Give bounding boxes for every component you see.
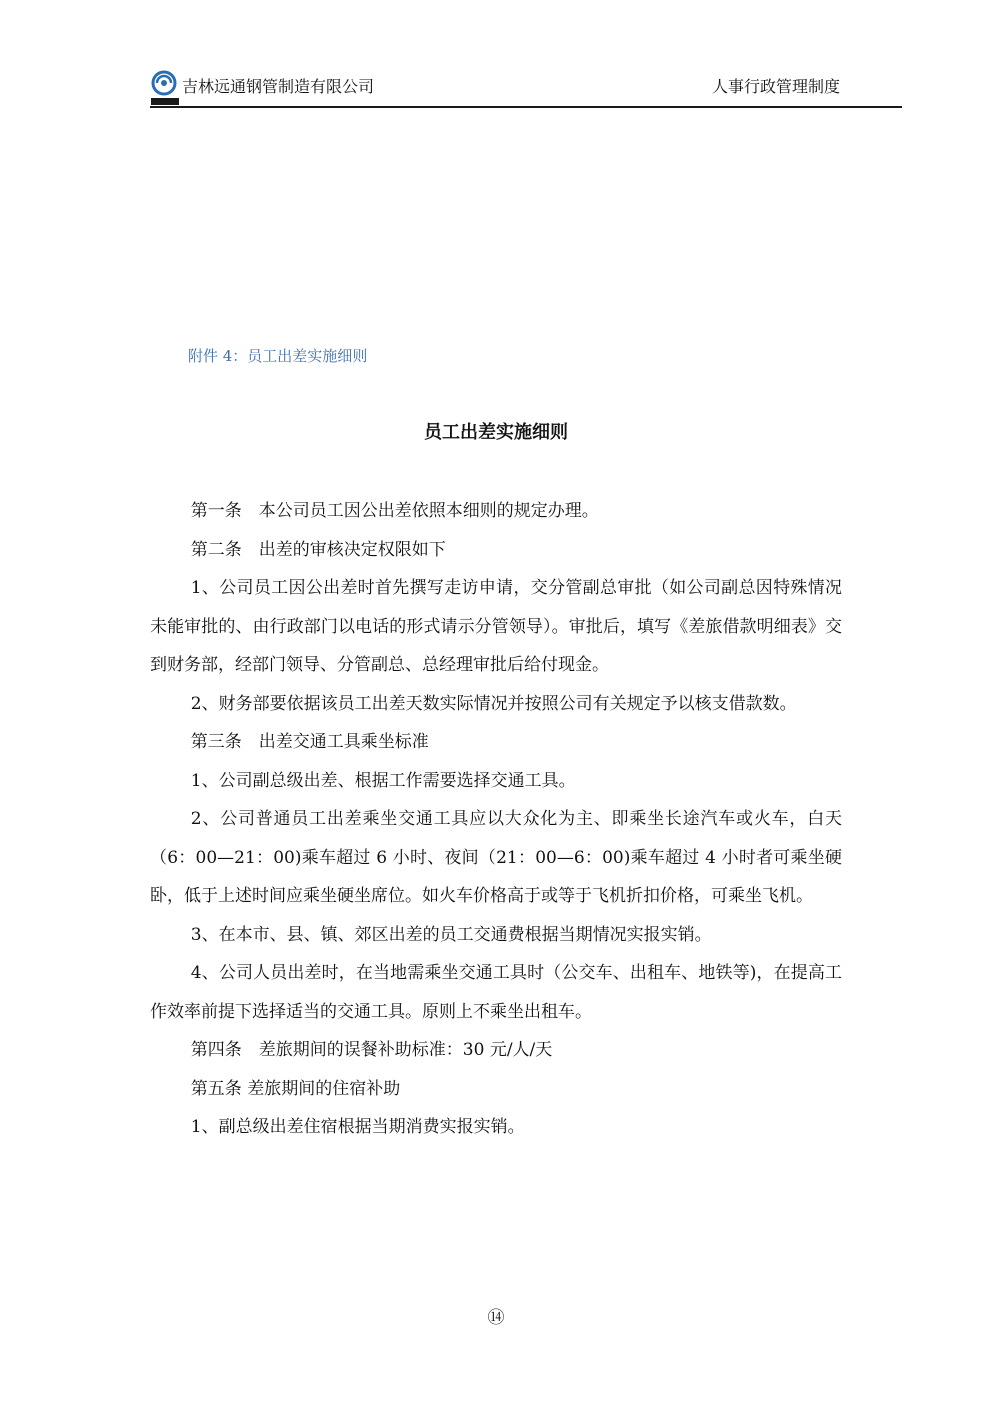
page-number: ⑭ xyxy=(487,1308,505,1328)
company-name: 吉林远通钢管制造有限公司 xyxy=(182,77,375,96)
paragraph: 2、公司普通员工出差乘坐交通工具应以大众化为主、即乘坐长途汽车或火车，白天（6：00—21：00)乘车超过 6 小时、夜间（21：00—6：00)乘车超过 4 小时者可乘坐硬卧，低于上述时间应乘坐硬坐席位。如火车价格高于或等于飞机折扣价格，可乘坐飞机。 xyxy=(150,809,842,906)
paragraph: 2、财务部要依据该员工出差天数实际情况并按照公司有关规定予以核支借款数。 xyxy=(190,693,797,714)
paragraph: 第五条 差旅期间的住宿补助 xyxy=(190,1078,401,1099)
document-body xyxy=(150,492,842,1147)
paragraph: 第四条 差旅期间的误餐补助标准：30 元/人/天 xyxy=(190,1040,553,1060)
paragraph: 第二条 出差的审核决定权限如下 xyxy=(190,539,446,560)
paragraph: 1、副总级出差住宿根据当期消费实报实销。 xyxy=(190,1117,525,1137)
paragraph: 1、公司员工因公出差时首先撰写走访申请，交分管副总审批（如公司副总因特殊情况未能审批的、由行政部门以电话的形式请示分管领导）。审批后，填写《差旅借款明细表》交到财务部，经部门领导、分管副总、总经理审批后给付现金。 xyxy=(150,578,842,675)
paragraph: 3、在本市、县、镇、郊区出差的员工交通费根据当期情况实报实销。 xyxy=(190,924,712,945)
page-title: 员工出差实施细则 xyxy=(424,422,568,443)
paragraph: 第一条 本公司员工因公出差依照本细则的规定办理。 xyxy=(190,501,599,521)
paragraph: 1、公司副总级出差、根据工作需要选择交通工具。 xyxy=(190,770,576,791)
company-logo-icon xyxy=(150,70,184,108)
attachment-label: 附件 4：员工出差实施细则 xyxy=(188,347,368,365)
header-doc-title: 人事行政管理制度 xyxy=(711,77,840,96)
paragraph: 4、公司人员出差时，在当地需乘坐交通工具时（公交车、出租车、地铁等)，在提高工作效率前提下选择适当的交通工具。原则上不乘坐出租车。 xyxy=(150,963,842,1022)
paragraph: 第三条 出差交通工具乘坐标准 xyxy=(190,732,429,752)
page-header xyxy=(150,70,902,108)
header-divider xyxy=(150,106,902,108)
